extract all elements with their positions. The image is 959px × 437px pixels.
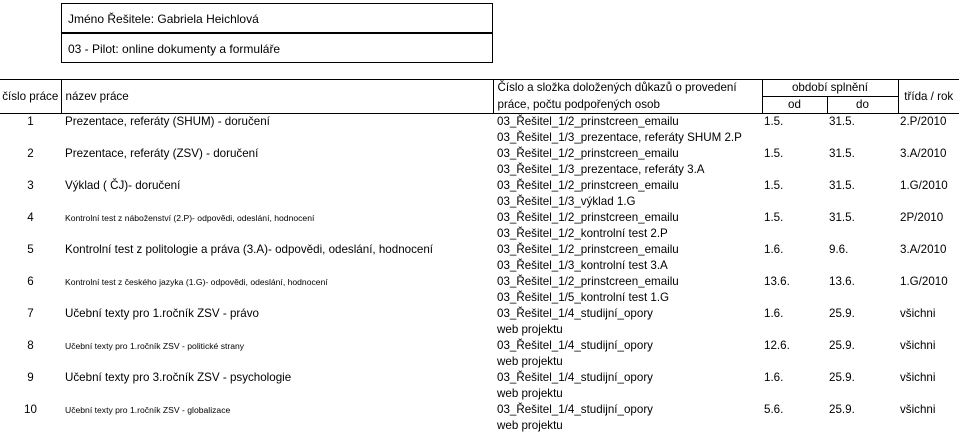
empty-cell — [898, 418, 959, 434]
empty-cell — [0, 194, 61, 210]
row-doc-1: 03_Řešitel_1/4_studijní_opory — [497, 339, 653, 352]
empty-cell — [61, 258, 493, 274]
table-row-continuation — [0, 258, 959, 274]
works-table — [0, 79, 959, 434]
table-row — [0, 274, 959, 290]
row-doc-1: 03_Řešitel_1/2_prinstcreen_emailu — [497, 211, 679, 224]
empty-cell — [61, 162, 493, 178]
empty-cell — [898, 322, 959, 338]
header-doklady-2: práce, počtu podpořených osob — [493, 97, 762, 114]
header-obdobi: období splnění — [762, 80, 898, 97]
empty-cell — [0, 418, 61, 434]
row-doc-2: 03_Řešitel_1/3_prezentace, referáty SHUM 2.P — [497, 131, 742, 144]
table-row — [0, 146, 959, 162]
row-do: 31.5. — [829, 115, 855, 128]
table-row-continuation — [0, 290, 959, 306]
row-trida: všichni — [900, 307, 936, 320]
table-row — [0, 114, 959, 131]
header-od: od — [762, 97, 827, 114]
row-od: 1.6. — [764, 371, 784, 384]
row-doc-2: 03_Řešitel_1/3_kontrolní test 3.A — [497, 259, 668, 272]
empty-cell — [762, 290, 827, 306]
empty-cell — [898, 130, 959, 146]
row-name: Prezentace, referáty (SHUM) - doručení — [65, 115, 270, 128]
empty-cell — [0, 130, 61, 146]
row-do: 31.5. — [829, 147, 855, 160]
row-od: 1.5. — [764, 147, 784, 160]
empty-cell — [0, 322, 61, 338]
row-name: Učební texty pro 1.ročník ZSV - globalizace — [65, 405, 231, 415]
row-do: 9.6. — [829, 243, 849, 256]
row-name: Výklad ( ČJ)- doručení — [65, 179, 181, 192]
empty-cell — [827, 386, 898, 402]
row-doc-2: web projektu — [497, 387, 563, 400]
row-number: 8 — [27, 339, 34, 352]
row-doc-2: web projektu — [497, 419, 563, 432]
row-name: Kontrolní test z politologie a práva (3.A)- odpovědi, odeslání, hodnocení — [65, 243, 434, 256]
empty-cell — [61, 418, 493, 434]
row-do: 25.9. — [829, 403, 855, 416]
empty-cell — [0, 162, 61, 178]
row-number: 7 — [27, 307, 34, 320]
empty-cell — [827, 418, 898, 434]
row-name: Kontrolní test z českého jazyka (1.G)- odpovědi, odeslání, hodnocení — [65, 277, 328, 287]
table-row — [0, 306, 959, 322]
row-number: 9 — [27, 371, 34, 384]
empty-cell — [61, 354, 493, 370]
resitel-box — [61, 3, 493, 33]
header-nazev: název práce — [61, 80, 493, 114]
empty-cell — [0, 354, 61, 370]
row-doc-2: web projektu — [497, 323, 563, 336]
empty-cell — [762, 226, 827, 242]
row-name: Učební texty pro 1.ročník ZSV - politické strany — [65, 341, 245, 351]
row-doc-1: 03_Řešitel_1/4_studijní_opory — [497, 371, 653, 384]
row-doc-1: 03_Řešitel_1/2_prinstcreen_emailu — [497, 243, 679, 256]
empty-cell — [762, 354, 827, 370]
empty-cell — [0, 226, 61, 242]
empty-cell — [762, 322, 827, 338]
empty-cell — [0, 258, 61, 274]
empty-cell — [61, 386, 493, 402]
empty-cell — [61, 194, 493, 210]
table-row — [0, 402, 959, 418]
row-od: 13.6. — [764, 275, 790, 288]
row-number: 10 — [24, 403, 37, 416]
table-row-continuation — [0, 162, 959, 178]
row-trida: 1.G/2010 — [900, 179, 948, 192]
row-trida: 3.A/2010 — [900, 243, 947, 256]
row-do: 25.9. — [829, 371, 855, 384]
row-doc-2: 03_Řešitel_1/2_kontrolní test 2.P — [497, 227, 668, 240]
row-number: 2 — [27, 147, 34, 160]
title-box — [61, 33, 493, 63]
row-doc-1: 03_Řešitel_1/2_prinstcreen_emailu — [497, 275, 679, 288]
empty-cell — [0, 386, 61, 402]
row-doc-1: 03_Řešitel_1/2_prinstcreen_emailu — [497, 115, 679, 128]
row-od: 1.5. — [764, 211, 784, 224]
row-trida: 1.G/2010 — [900, 275, 948, 288]
empty-cell — [827, 354, 898, 370]
table-row — [0, 178, 959, 194]
row-doc-2: 03_Řešitel_1/5_kontrolní test 1.G — [497, 291, 670, 304]
row-od: 5.6. — [764, 403, 784, 416]
empty-cell — [762, 386, 827, 402]
empty-cell — [898, 290, 959, 306]
row-name: Kontrolní test z náboženství (2.P)- odpovědi, odeslání, hodnocení — [65, 213, 315, 223]
row-od: 1.5. — [764, 115, 784, 128]
row-name: Prezentace, referáty (ZSV) - doručení — [65, 147, 259, 160]
table-body — [0, 114, 959, 435]
empty-cell — [0, 290, 61, 306]
empty-cell — [898, 354, 959, 370]
document-title: 03 - Pilot: online dokumenty a formuláře — [68, 42, 281, 56]
row-trida: všichni — [900, 403, 936, 416]
empty-cell — [827, 162, 898, 178]
row-od: 1.6. — [764, 307, 784, 320]
table-row — [0, 242, 959, 258]
table-row-continuation — [0, 322, 959, 338]
empty-cell — [61, 226, 493, 242]
row-do: 13.6. — [829, 275, 855, 288]
table-row-continuation — [0, 418, 959, 434]
empty-cell — [827, 130, 898, 146]
header-cislo: číslo práce — [0, 80, 61, 114]
empty-cell — [762, 162, 827, 178]
row-doc-2: 03_Řešitel_1/3_prezentace, referáty 3.A — [497, 163, 705, 176]
empty-cell — [898, 194, 959, 210]
header-do: do — [827, 97, 898, 114]
table-row-continuation — [0, 226, 959, 242]
table-row-continuation — [0, 194, 959, 210]
table-row-continuation — [0, 386, 959, 402]
row-doc-2: 03_Řešitel_1/3_výklad 1.G — [497, 195, 636, 208]
row-do: 25.9. — [829, 339, 855, 352]
empty-cell — [61, 130, 493, 146]
row-od: 1.6. — [764, 243, 784, 256]
row-number: 3 — [27, 179, 34, 192]
row-doc-1: 03_Řešitel_1/4_studijní_opory — [497, 307, 653, 320]
empty-cell — [898, 226, 959, 242]
empty-cell — [898, 162, 959, 178]
row-do: 31.5. — [829, 179, 855, 192]
row-trida: 2P/2010 — [900, 211, 944, 224]
row-name: Učební texty pro 3.ročník ZSV - psychologie — [65, 371, 292, 384]
empty-cell — [898, 386, 959, 402]
table-row — [0, 338, 959, 354]
empty-cell — [762, 258, 827, 274]
empty-cell — [827, 194, 898, 210]
row-od: 12.6. — [764, 339, 790, 352]
empty-cell — [762, 130, 827, 146]
row-trida: všichni — [900, 339, 936, 352]
empty-cell — [61, 290, 493, 306]
row-doc-1: 03_Řešitel_1/2_prinstcreen_emailu — [497, 179, 679, 192]
row-doc-1: 03_Řešitel_1/4_studijní_opory — [497, 403, 653, 416]
row-do: 31.5. — [829, 211, 855, 224]
row-od: 1.5. — [764, 179, 784, 192]
table-row — [0, 370, 959, 386]
row-number: 1 — [27, 115, 34, 128]
row-number: 6 — [27, 275, 34, 288]
table-row — [0, 210, 959, 226]
row-doc-2: web projektu — [497, 355, 563, 368]
header-trida: třída / rok — [898, 80, 959, 114]
row-do: 25.9. — [829, 307, 855, 320]
row-trida: 3.A/2010 — [900, 147, 947, 160]
row-doc-1: 03_Řešitel_1/2_prinstcreen_emailu — [497, 147, 679, 160]
row-trida: 2.P/2010 — [900, 115, 947, 128]
table-row-continuation — [0, 354, 959, 370]
empty-cell — [898, 258, 959, 274]
row-number: 5 — [27, 243, 34, 256]
empty-cell — [827, 258, 898, 274]
empty-cell — [827, 322, 898, 338]
empty-cell — [827, 290, 898, 306]
empty-cell — [762, 418, 827, 434]
row-trida: všichni — [900, 371, 936, 384]
resitel-name: Jméno Řešitele: Gabriela Heichlová — [68, 12, 259, 26]
empty-cell — [61, 322, 493, 338]
table-row-continuation — [0, 130, 959, 146]
empty-cell — [827, 226, 898, 242]
row-number: 4 — [27, 211, 34, 224]
header-doklady-1: Číslo a složka doložených důkazů o provedení — [493, 80, 762, 97]
row-name: Učební texty pro 1.ročník ZSV - právo — [65, 307, 259, 320]
empty-cell — [762, 194, 827, 210]
